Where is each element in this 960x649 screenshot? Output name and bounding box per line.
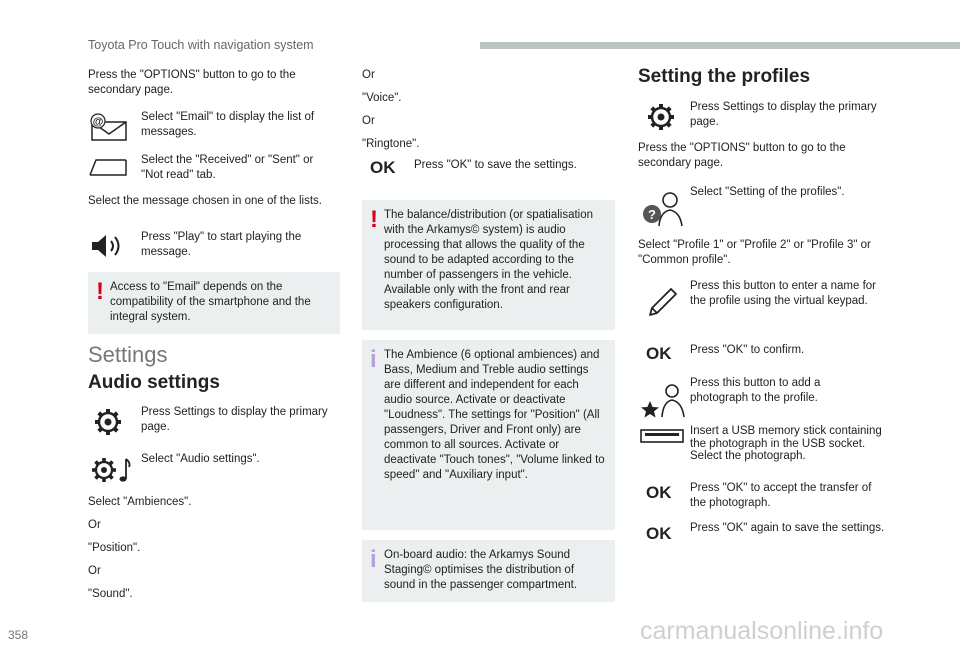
add-photo-instruction: Press this button to add a photograph to the profile. xyxy=(690,377,821,404)
sound-text: "Sound". xyxy=(88,588,133,600)
voice-text: "Voice". xyxy=(362,92,402,104)
info-icon: i xyxy=(370,346,377,373)
ok-icon: OK xyxy=(370,158,396,177)
received-instruction: Select the "Received" or "Sent" or "Not read" tab. xyxy=(141,154,314,181)
usb-icon xyxy=(640,428,684,444)
accept-photo-instruction: Press "OK" to accept the transfer of the photograph. xyxy=(690,482,872,509)
ringtone-text: "Ringtone". xyxy=(362,138,420,150)
watermark: carmanualsonline.info xyxy=(640,617,884,645)
gear-icon xyxy=(647,103,675,131)
settings-instruction: Press Settings to display the primary page. xyxy=(141,406,328,433)
options-instruction: Press the "OPTIONS" button to go to the secondary page. xyxy=(88,69,296,96)
settings-instruction: Press Settings to display the primary page. xyxy=(690,101,877,128)
profile-icon xyxy=(640,190,686,230)
speaker-icon xyxy=(90,232,126,260)
add-photo-icon xyxy=(640,383,686,419)
options-instruction: Press the "OPTIONS" button to go to the secondary page. xyxy=(638,142,846,169)
setting-profiles-instruction: Select "Setting of the profiles". xyxy=(690,186,845,198)
or-text: Or xyxy=(88,519,101,531)
ok-icon: OK xyxy=(646,524,672,543)
warning-icon: ! xyxy=(96,278,104,305)
pencil-icon xyxy=(646,285,680,319)
tab-icon xyxy=(88,157,132,177)
section-heading-profiles: Setting the profiles xyxy=(638,66,811,87)
info-note-ambience xyxy=(362,340,615,530)
ambiences-instruction: Select "Ambiences". xyxy=(88,496,192,508)
or-text: Or xyxy=(362,115,375,127)
warning-note-balance xyxy=(362,200,615,330)
or-text: Or xyxy=(88,565,101,577)
play-instruction: Press "Play" to start playing the message. xyxy=(141,231,302,258)
ok-icon: OK xyxy=(646,483,672,502)
warning-icon: ! xyxy=(370,206,378,233)
warning-note-email xyxy=(88,272,340,334)
info-note-text: On-board audio: the Arkamys Sound Staging© optimises the distribution of sound in the passenger compartment. xyxy=(384,549,578,591)
email-icon xyxy=(88,112,128,142)
position-text: "Position". xyxy=(88,542,141,554)
email-instruction: Select "Email" to display the list of messages. xyxy=(141,111,315,138)
usb-instruction: Insert a USB memory stick containing the photograph in the USB socket. Select the photograph. xyxy=(690,425,882,462)
info-icon: i xyxy=(370,546,377,573)
audio-settings-icon xyxy=(90,455,132,485)
info-note-onboard xyxy=(362,540,615,602)
ok-save-instruction: Press "OK" to save the settings. xyxy=(414,159,577,171)
running-header: Toyota Pro Touch with navigation system xyxy=(88,38,314,52)
name-instruction: Press this button to enter a name for the profile using the virtual keypad. xyxy=(690,280,877,307)
warning-note-text: Access to "Email" depends on the compatibility of the smartphone and the integral system. xyxy=(110,281,311,323)
ok-icon: OK xyxy=(646,344,672,363)
section-heading-settings: Settings xyxy=(88,342,168,367)
header-bar xyxy=(480,42,960,49)
select-profile-instruction: Select "Profile 1" or "Profile 2" or "Profile 3" or "Common profile". xyxy=(638,239,871,266)
confirm-instruction: Press "OK" to confirm. xyxy=(690,344,805,356)
svg-text:@: @ xyxy=(92,116,104,128)
svg-text:?: ? xyxy=(648,207,656,222)
save-again-instruction: Press "OK" again to save the settings. xyxy=(690,522,885,534)
audio-settings-instruction: Select "Audio settings". xyxy=(141,453,260,465)
page-number: 358 xyxy=(8,628,29,642)
or-text: Or xyxy=(362,69,375,81)
select-message-instruction: Select the message chosen in one of the lists. xyxy=(88,195,322,207)
gear-icon xyxy=(94,408,122,436)
info-note-text: The Ambience (6 optional ambiences) and Bass, Medium and Treble audio settings are different and independent for each audio source. Activate or deactivate "Loudness". The settings for "Position" (All passengers, Driver and Front only) are common to all sources. Activate or deactivate "Touch tones", "Volume linked to speed" and "Auxiliary input". xyxy=(384,349,605,481)
warning-note-text: The balance/distribution (or spatialisation with the Arkamys© system) is audio processing that allows the quality of the sound to be adapted according to the number of passengers in the vehicle. Available only with the front and rear speakers configuration. xyxy=(384,209,594,311)
subheading-audio-settings: Audio settings xyxy=(88,372,220,393)
